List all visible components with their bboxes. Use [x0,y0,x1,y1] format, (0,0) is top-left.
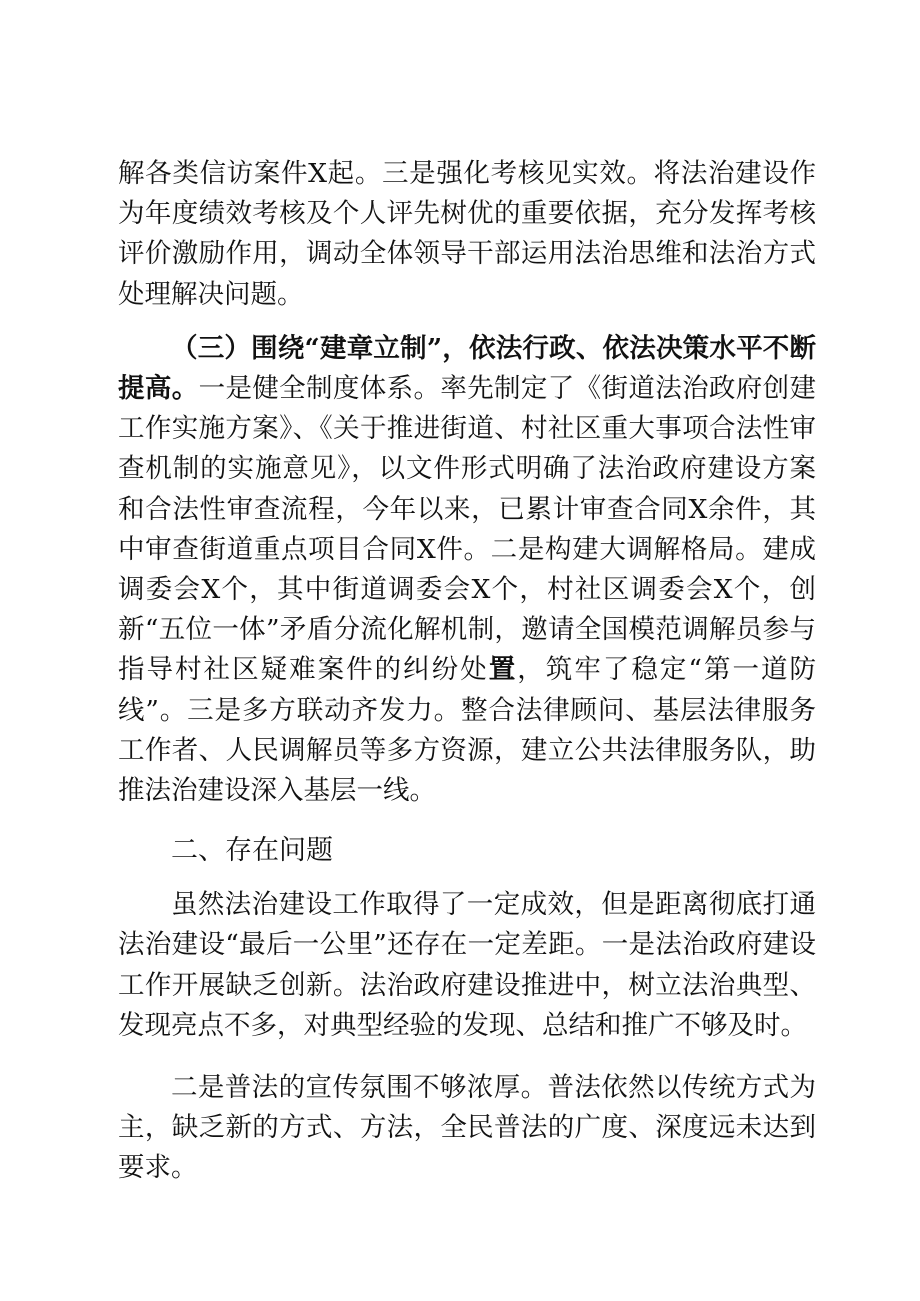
paragraph-problems-one: 虽然法治建设工作取得了一定成效，但是距离彻底打通法治建设“最后一公里”还存在一定差距。一是法治政府建设工作开展缺乏创新。法治政府建设推进中，树立法治典型、发现亮点不多，对典型经验的发现、总结和推广不够及时。 [118,889,816,1041]
paragraph-continuation: 解各类信访案件X起。三是强化考核见实效。将法治建设作为年度绩效考核及个人评先树优的重要依据，充分发挥考核评价激励作用，调动全体领导干部运用法治思维和法治方式处理解决问题。 [118,158,816,310]
paragraph-section-three [118,329,816,811]
section-three-tail: ，筑牢了稳定“第一道防线”。三是多方联动齐发力。整合法律顾问、基层法律服务工作者、人民调解员等多方资源，建立公共法律服务队，助推法治建设深入基层一线。 [118,654,817,807]
section-three-body: 一是健全制度体系。率先制定了《街道法治政府创建工作实施方案》、《关于推进街道、村社区重大事项合法性审查机制的实施意见》，以文件形式明确了法治政府建设方案和合法性审查流程，今年以来，已累计审查合同X余件，其中审查街道重点项目合同X件。二是构建大调解格局。建成调委会X个，其中街道调委会X个，村社区调委会X个，创新“五位一体”矛盾分流化解机制，邀请全国模范调解员参与指导村社区疑难案件的纠纷处 [118,373,817,686]
section-three-heading: （三）围绕“建章立制”，依法行政、依法决策水平不断提高。 [118,332,816,405]
section-three-bold-char: 置 [488,654,518,686]
document-body [118,154,816,1189]
paragraph-problems-two: 二是普法的宣传氛围不够浓厚。普法依然以传统方式为主，缺乏新的方式、方法，全民普法的广度、深度远未达到要求。 [118,1072,816,1184]
section-heading-problems: 二、存在问题 [171,835,333,867]
